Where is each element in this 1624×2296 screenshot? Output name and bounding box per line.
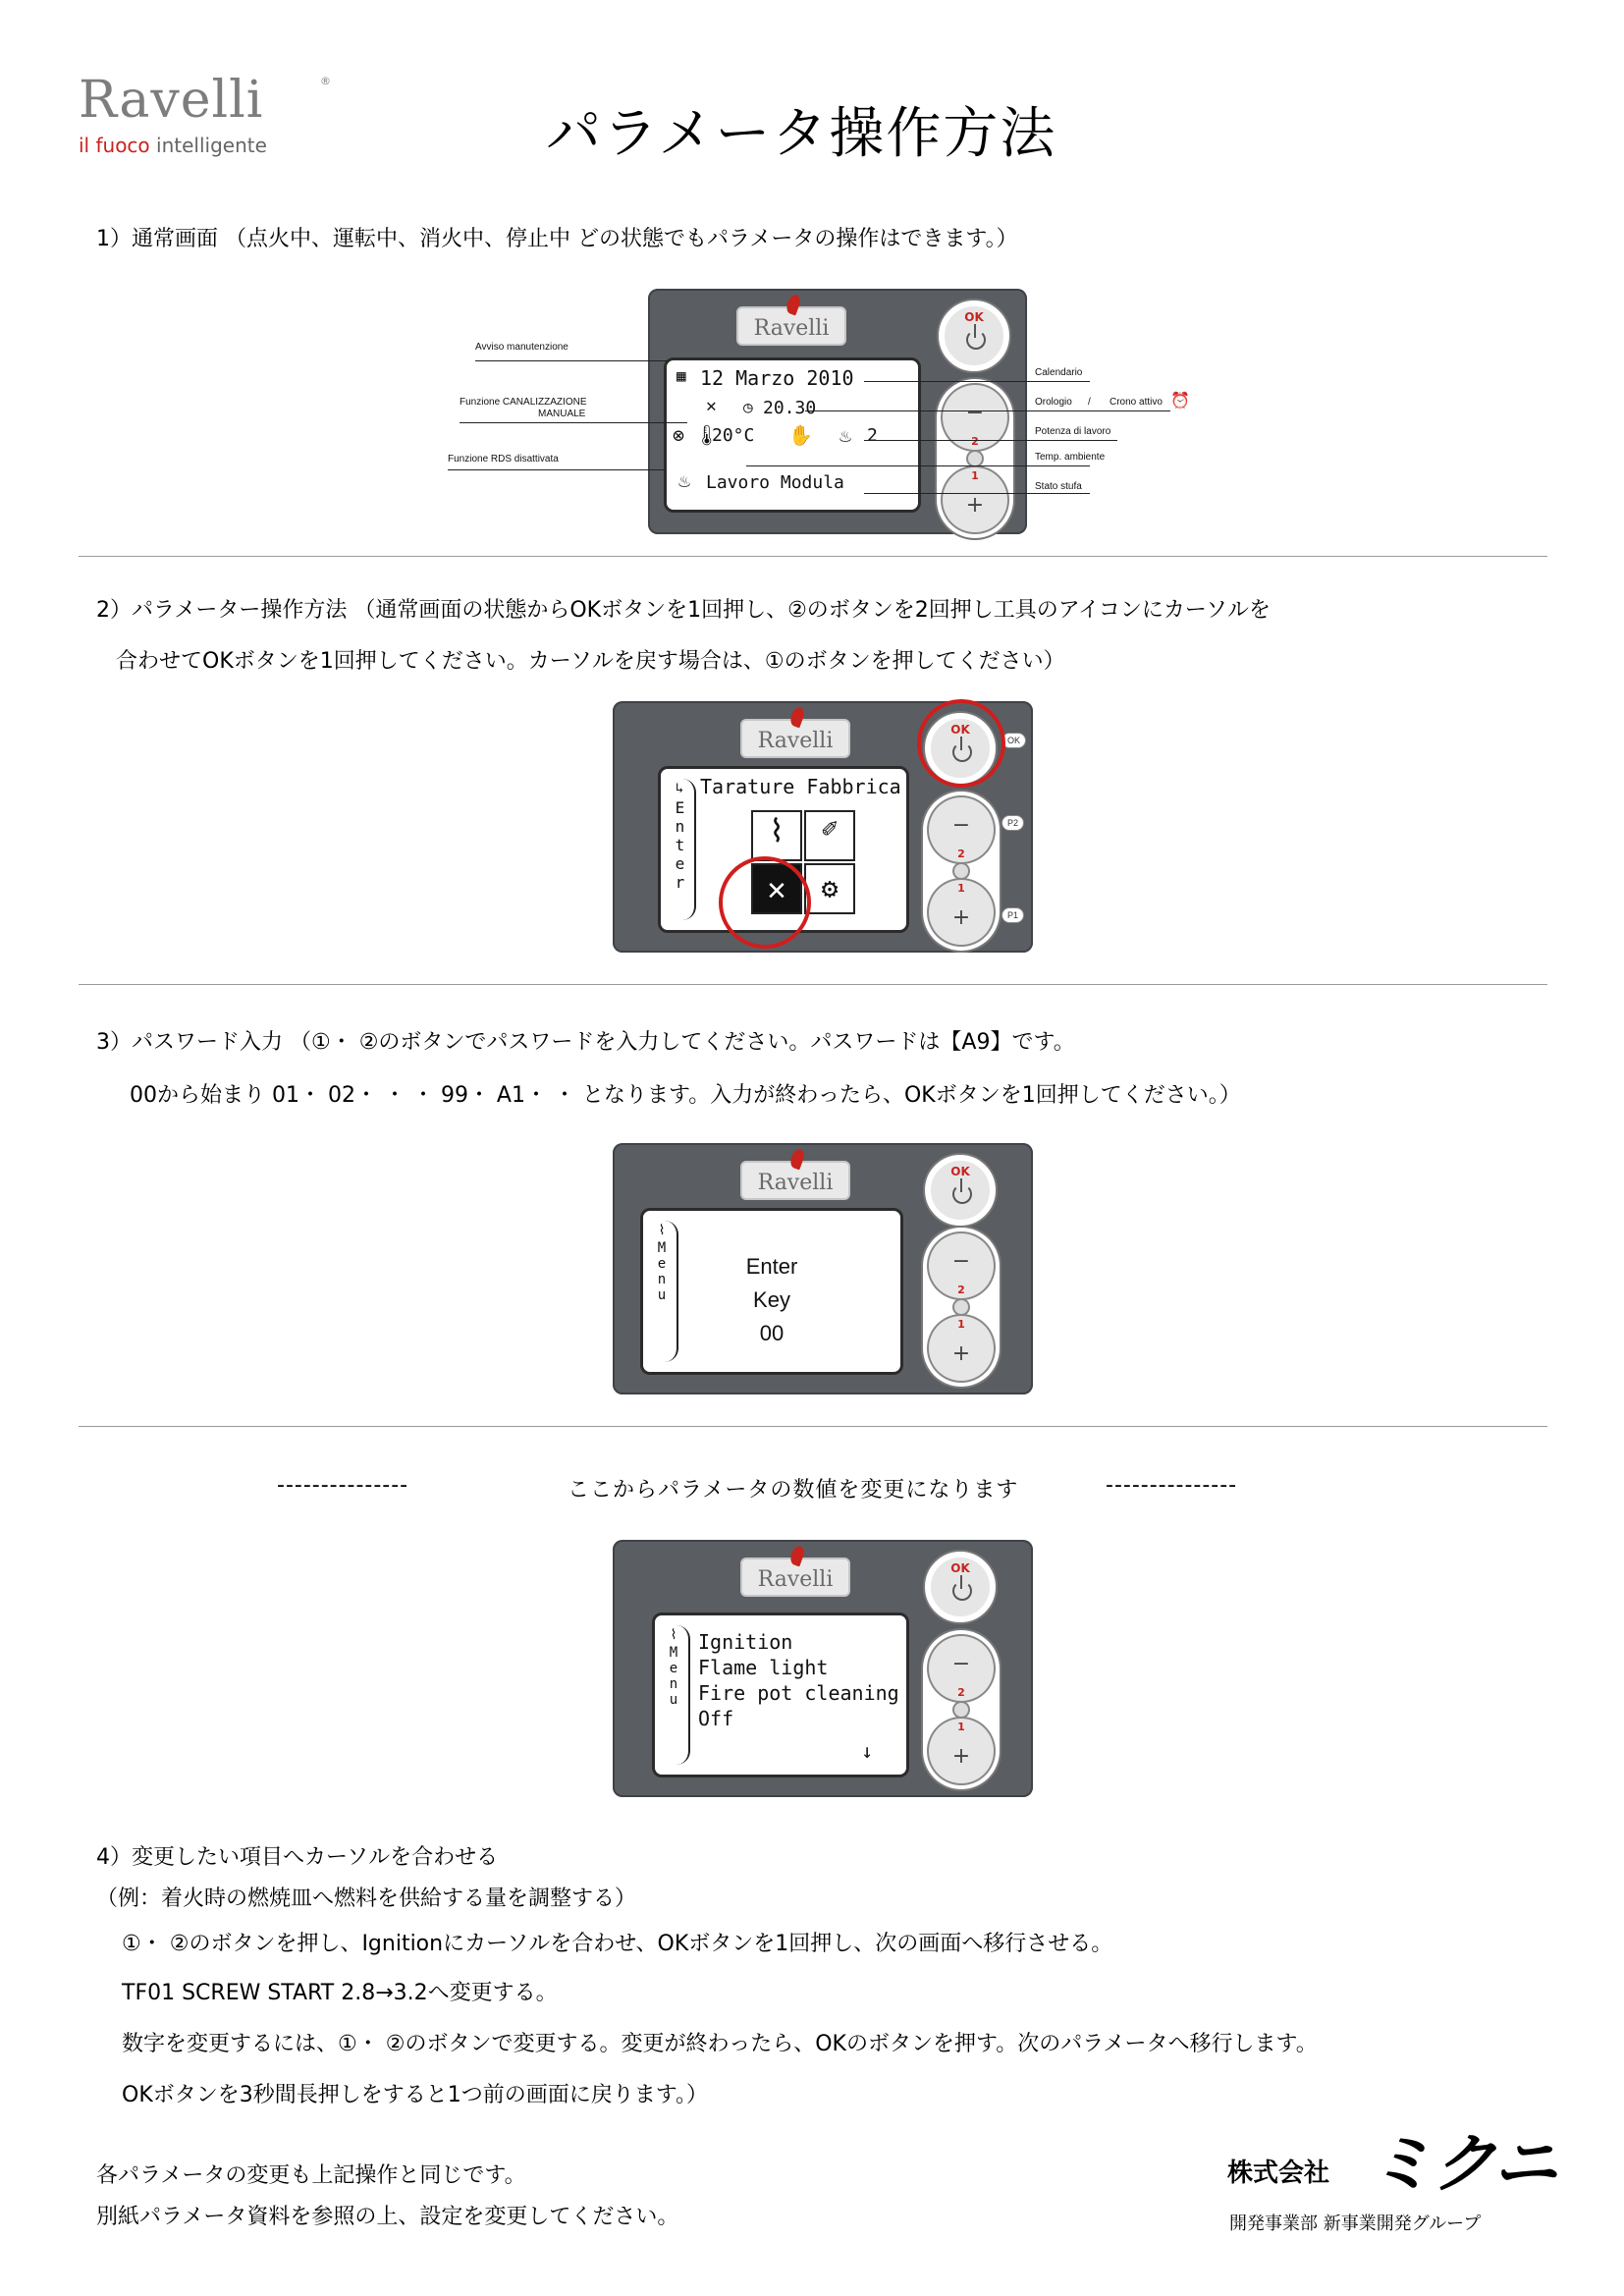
annotation-line — [475, 360, 668, 361]
brush-cleaning-icon[interactable]: ✐ — [804, 810, 855, 861]
section3-line2: 00から始まり 01・ 02・ ・ ・ 99・ A1・ ・ となります。入力が終わったら、OKボタンを1回押してください。） — [130, 1083, 1241, 1108]
highlight-tools-circle — [719, 856, 811, 949]
section-divider — [79, 984, 1547, 985]
footer-note2: 別紙パラメータ資料を参照の上、設定を変更してください。 — [96, 2205, 679, 2229]
panel-brand-badge: Ravelli — [740, 1558, 850, 1597]
company-department: 開発事業部 新事業開発グループ — [1229, 2214, 1482, 2234]
room-temp-display: 20°C — [712, 425, 755, 446]
prompt-key: Key — [753, 1287, 790, 1312]
annotation-line — [460, 422, 687, 423]
indicator-led — [954, 1703, 968, 1717]
power-icon — [952, 1581, 972, 1601]
arrow-button-group — [937, 379, 1013, 538]
label-ok: OK — [1001, 733, 1026, 748]
scroll-down-arrow-icon: ↓ — [861, 1739, 874, 1763]
ok-power-button[interactable]: OK — [939, 301, 1009, 371]
button-2-down[interactable]: − 2 — [929, 797, 994, 862]
tools-icon[interactable]: ✕ — [751, 863, 802, 914]
flame-setting-icon[interactable]: ⌇ — [751, 810, 802, 861]
rds-disabled-icon: ⊗ — [673, 423, 685, 447]
annotation-line — [805, 410, 1170, 411]
annotation-channeling-manual: MANUALE — [538, 409, 586, 419]
annotation-line — [864, 440, 1117, 441]
label-p2: P2 — [1001, 815, 1024, 831]
menu-side-tab[interactable]: ⌇ Menu — [659, 1625, 690, 1765]
display-screen-password — [640, 1208, 903, 1375]
label-p1: P1 — [1001, 907, 1024, 923]
highlight-ok-circle — [917, 699, 1005, 788]
annotation-room-temp: Temp. ambiente — [1035, 452, 1106, 463]
ok-power-button[interactable]: OK — [925, 1552, 996, 1622]
indicator-led — [954, 864, 968, 878]
registered-mark: ® — [320, 75, 331, 87]
footer-note1: 各パラメータの変更も上記操作と同じです。 — [96, 2163, 526, 2188]
panel-brand-badge: Ravelli — [740, 719, 850, 758]
section2-line1: 2）パラメーター操作方法 （通常画面の状態からOKボタンを1回押し、②のボタンを2回押し工具のアイコンにカーソルを — [96, 598, 1272, 623]
annotation-line — [864, 381, 1090, 382]
section3-line1: 3）パスワード入力 （①・ ②のボタンでパスワードを入力してください。パスワードは【A9】です。 — [96, 1030, 1075, 1055]
stove-flame-icon: ♨ — [678, 468, 691, 492]
ok-power-button[interactable]: OK — [925, 713, 996, 784]
power-level-display: 2 — [867, 425, 878, 446]
brand-logo-name: Ravelli — [79, 71, 264, 130]
time-display: 20.30 — [763, 398, 817, 418]
menu-side-tab[interactable]: ⌇ Menu — [647, 1221, 678, 1362]
section4-line1: 4）変更したい項目へカーソルを合わせる — [96, 1845, 499, 1870]
panel-brand-badge: Ravelli — [736, 306, 846, 346]
display-screen-param-menu — [652, 1613, 909, 1777]
hand-icon: ✋ — [788, 423, 813, 447]
company-prefix: 株式会社 — [1227, 2159, 1330, 2188]
tools-icon: ✕ — [706, 396, 717, 416]
panel-brand-badge: Ravelli — [740, 1161, 850, 1200]
control-panel-3 — [613, 1143, 1033, 1394]
menu-item-ignition[interactable]: Ignition — [698, 1630, 793, 1654]
button-1-up[interactable]: 1 + — [929, 1316, 994, 1381]
button-1-up[interactable]: 1 + — [929, 880, 994, 945]
section4-line5: 数字を変更するには、①・ ②のボタンで変更する。変更が終わったら、OKのボタンを押す。次のパラメータへ移行します。 — [122, 2032, 1318, 2056]
section4-line3: ①・ ②のボタンを押し、Ignitionにカーソルを合わせ、OKボタンを1回押し、次の画面へ移行させる。 — [122, 1932, 1113, 1956]
clock-icon: ◷ — [743, 398, 753, 416]
annotation-calendar: Calendario — [1035, 367, 1083, 378]
password-prompt — [643, 1250, 900, 1350]
button-2-down[interactable]: − 2 — [929, 1233, 994, 1298]
annotation-maintenance: Avviso manutenzione — [475, 342, 568, 353]
annotation-crono: Crono attivo — [1110, 397, 1163, 408]
power-icon — [952, 1184, 972, 1204]
flame-icon: ♨ — [839, 423, 852, 447]
section4-line2: （例：着火時の燃焼皿へ燃料を供給する量を調整する） — [96, 1886, 637, 1911]
indicator-led — [968, 452, 982, 465]
arrow-button-group — [923, 1630, 1000, 1789]
page-title: パラメータ操作方法 — [546, 102, 1057, 166]
dash-right: --------------- — [1106, 1473, 1238, 1498]
calendar-icon: ▦ — [677, 366, 686, 385]
menu-item-flame-light[interactable]: Flame light — [698, 1656, 829, 1679]
prompt-enter: Enter — [745, 1254, 798, 1279]
button-2-down[interactable]: − 2 — [943, 385, 1007, 450]
gear-icon[interactable]: ⚙ — [804, 863, 855, 914]
button-2-down[interactable]: − 2 — [929, 1636, 994, 1701]
annotation-line — [746, 465, 1090, 466]
annotation-power: Potenza di lavoro — [1035, 426, 1111, 437]
annotation-clock: Orologio — [1035, 397, 1072, 408]
control-panel-4 — [613, 1540, 1033, 1797]
alarm-clock-icon: ⏰ — [1170, 391, 1190, 410]
parameter-change-banner: ここからパラメータの数値を変更になります — [568, 1478, 1019, 1503]
param-menu-list — [698, 1629, 899, 1731]
thermometer-icon: 🌡 — [694, 423, 720, 447]
date-display: 12 Marzo 2010 — [700, 366, 854, 390]
menu-title: Tarature Fabbrica — [700, 775, 901, 798]
annotation-channeling: Funzione CANALIZZAZIONE — [460, 397, 587, 408]
brand-tagline: il fuoco intelligente — [79, 134, 267, 157]
password-value: 00 — [759, 1321, 785, 1345]
arrow-button-group — [923, 792, 1000, 951]
menu-item-fire-pot-cleaning[interactable]: Fire pot cleaning — [698, 1681, 899, 1705]
power-icon — [966, 330, 986, 350]
button-1-up[interactable]: 1 + — [943, 467, 1007, 532]
arrow-button-group — [923, 1228, 1000, 1387]
ok-power-button[interactable]: OK — [925, 1155, 996, 1226]
annotation-stove-state: Stato stufa — [1035, 481, 1082, 492]
stove-status-display: Lavoro Modula — [706, 472, 844, 493]
company-logo: ミクニ — [1369, 2126, 1556, 2202]
annotation-line — [448, 469, 666, 470]
control-panel-1 — [648, 289, 1027, 534]
menu-item-off[interactable]: Off — [698, 1707, 734, 1730]
section1-heading: 1）通常画面 （点火中、運転中、消火中、停止中 どの状態でもパラメータの操作はできます。） — [96, 227, 1018, 251]
section-divider — [79, 556, 1547, 557]
enter-side-tab[interactable]: ↳ Enter — [665, 779, 696, 920]
section4-line4: TF01 SCREW START 2.8→3.2へ変更する。 — [122, 1981, 558, 2005]
indicator-led — [954, 1300, 968, 1314]
annotation-rds: Funzione RDS disattivata — [448, 454, 559, 465]
dash-left: --------------- — [277, 1473, 409, 1498]
annotation-line — [864, 493, 1090, 494]
button-1-up[interactable]: 1 + — [929, 1719, 994, 1783]
section2-line2: 合わせてOKボタンを1回押してください。カーソルを戻す場合は、①のボタンを押してください） — [116, 649, 1065, 674]
section-divider — [79, 1426, 1547, 1427]
annotation-slash: / — [1088, 397, 1091, 408]
section4-line6: OKボタンを3秒間長押しをすると1つ前の画面に戻ります。） — [122, 2083, 708, 2107]
